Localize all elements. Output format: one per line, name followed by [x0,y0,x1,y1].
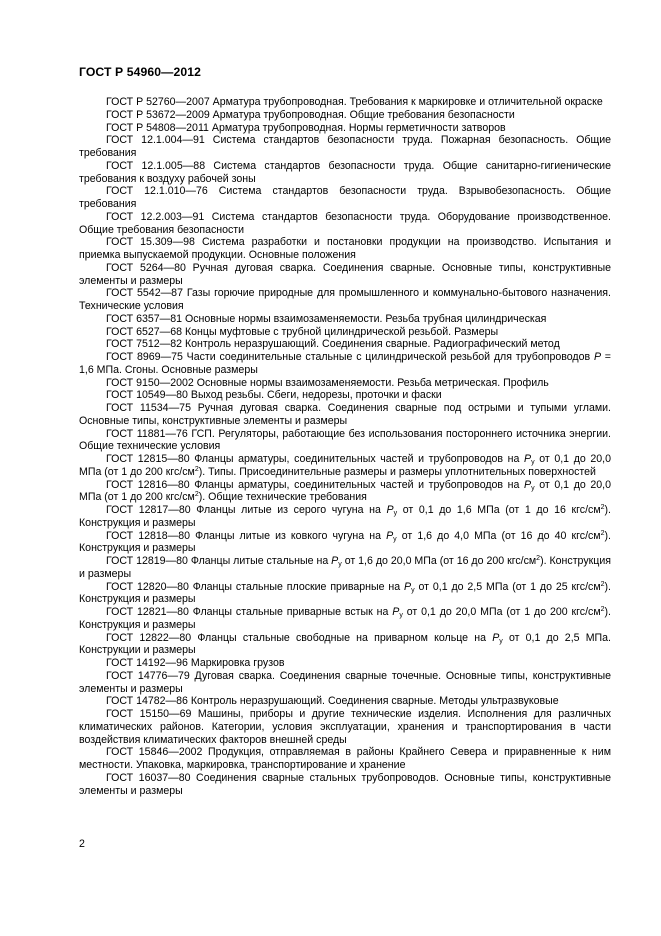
page-number: 2 [79,838,85,850]
reference-item: ГОСТ 12817—80 Фланцы литые из серого чугуна на $P_y$ от 0,1 до 1,6 МПа (от 1 до 16 кгс/$см^2$). Конструкция и размеры [79,504,611,529]
reference-item: ГОСТ 12821—80 Фланцы стальные приварные встык на $P_y$ от 0,1 до 20,0 МПа (от 1 до 200 кгс/$см^2$). Конструкция и размеры [79,606,611,631]
reference-item: ГОСТ 5542—87 Газы горючие природные для промышленного и коммунально-бытового назначения. Технические условия [79,287,611,312]
reference-item: ГОСТ 11881—76 ГСП. Регуляторы, работающие без использования постороннего источника энергии. Общие технические условия [79,427,611,453]
reference-item: ГОСТ 14782—86 Контроль неразрушающий. Соединения сварные. Методы ультразвуковые [106,695,559,708]
reference-item: ГОСТ 11534—75 Ручная дуговая сварка. Соединения сварные под острыми и тупыми углами. Основные типы, конструктивные элементы и размеры [79,402,611,427]
reference-item: ГОСТ 7512—82 Контроль неразрушающий. Соединения сварные. Радиографический метод [106,338,560,351]
reference-item: ГОСТ 12.2.003—91 Система стандартов безопасности труда. Оборудование производственное. Общие требования безопасности [79,210,611,236]
reference-item: ГОСТ Р 52760—2007 Арматура трубопроводная. Требования к маркировке и отличительной окраске [106,96,603,108]
reference-item: ГОСТ 15.309—98 Система разработки и постановки продукции на производство. Испытания и приемка выпускаемой продукции. Основные положения [79,236,611,261]
reference-item: ГОСТ 6357—81 Основные нормы взаимозаменяемости. Резьба трубная цилиндрическая [106,312,547,325]
reference-item: ГОСТ 15846—2002 Продукция, отправляемая в районы Крайнего Севера и приравненные к ним местности. Упаковка, маркировка, транспортирование и хранение [79,746,611,771]
reference-item: ГОСТ Р 54808—2011 Арматура трубопроводная. Нормы герметичности затворов [106,121,506,134]
reference-item: ГОСТ 6527—68 Концы муфтовые с трубной цилиндрической резьбой. Размеры [106,325,499,338]
reference-item: ГОСТ 16037—80 Соединения сварные стальных трубопроводов. Основные типы, конструктивные элементы и размеры [79,771,611,797]
reference-item: ГОСТ 12818—80 Фланцы литые из ковкого чугуна на $P_y$ от 1,6 до 4,0 МПа (от 16 до 40 кгс/$см^2$). Конструкция и размеры [79,529,611,555]
reference-item: ГОСТ 12819—80 Фланцы литые стальные на $P_y$ от 1,6 до 20,0 МПа (от 16 до 200 кгс/$см^2$). Конструкция и размеры [79,555,611,580]
normative-references-list [79,96,611,797]
reference-item: ГОСТ 12822—80 Фланцы стальные свободные на приварном кольце на $P_y$ от 0,1 до 2,5 МПа. Конструкции и размеры [79,631,611,657]
reference-item: ГОСТ 12.1.005—88 Система стандартов безопасности труда. Общие санитарно-гигиенические требования к воздуху рабочей зоны [79,159,611,185]
reference-item: ГОСТ 12820—80 Фланцы стальные плоские приварные на $P_y$ от 0,1 до 2,5 МПа (от 1 до 25 кгс/$см^2$). Конструкция и размеры [79,580,611,606]
reference-item: ГОСТ 14776—79 Дуговая сварка. Соединения сварные точечные. Основные типы, конструктивные элементы и размеры [79,669,611,695]
reference-item: ГОСТ 12.1.004—91 Система стандартов безопасности труда. Пожарная безопасность. Общие требования [79,134,611,159]
reference-item: ГОСТ 15150—69 Машины, приборы и другие технические изделия. Исполнения для различных климатических районов. Категории, условия эксплуатации, хранения и транспортирования в части воздействия климатических факторов внешней среды [79,708,611,746]
reference-item: ГОСТ Р 53672—2009 Арматура трубопроводная. Общие требования безопасности [106,108,515,121]
reference-item: ГОСТ 14192—96 Маркировка грузов [106,657,285,669]
document-header: ГОСТ Р 54960—2012 [79,65,201,79]
reference-item: ГОСТ 10549—80 Выход резьбы. Сбеги, недорезы, проточки и фаски [106,389,442,402]
reference-item: ГОСТ 9150—2002 Основные нормы взаимозаменяемости. Резьба метрическая. Профиль [106,376,549,389]
reference-item: ГОСТ 8969—75 Части соединительные стальные с цилиндрической резьбой для трубопроводов P = 1,6 МПа. Сгоны. Основные размеры [79,351,611,376]
reference-item: ГОСТ 12815—80 Фланцы арматуры, соединительных частей и трубопроводов на $P_y$ от 0,1 до 20,0 МПа (от 1 до 200 кгс/$см^2$). Типы. Присоединительные размеры и размеры уплотнительных поверхностей [79,453,611,478]
reference-item: ГОСТ 5264—80 Ручная дуговая сварка. Соединения сварные. Основные типы, конструктивные элементы и размеры [79,261,611,287]
reference-item: ГОСТ 12816—80 Фланцы арматуры, соединительных частей и трубопроводов на $P_y$ от 0,1 до 20,0 МПа (от 1 до 200 кгс/$см^2$). Общие технические требования [79,478,611,504]
reference-item: ГОСТ 12.1.010—76 Система стандартов безопасности труда. Взрывобезопасность. Общие требования [79,185,611,210]
